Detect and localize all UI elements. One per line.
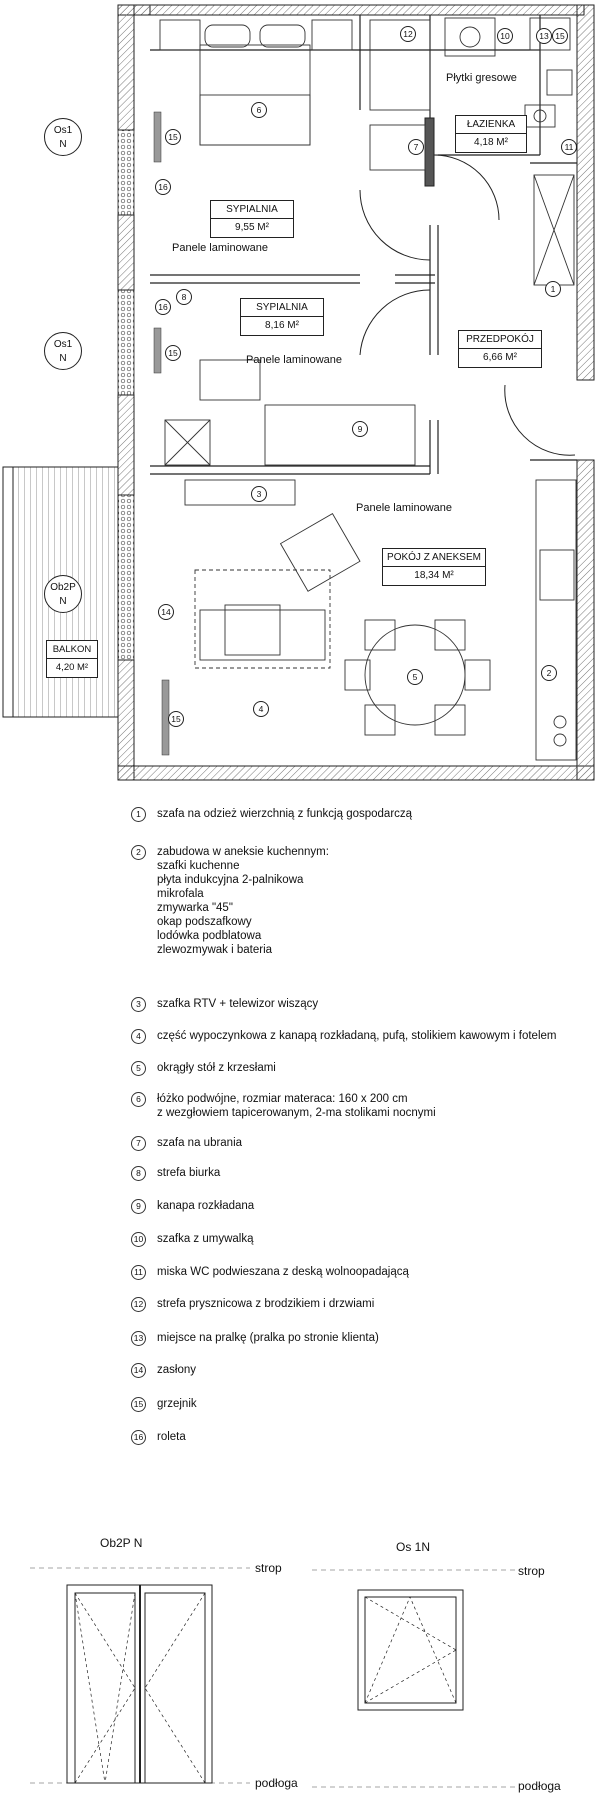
room-label-sypialnia-1 [210, 200, 294, 238]
legend-line: strefa biurka [157, 1167, 221, 1179]
legend-line: roleta [157, 1431, 186, 1443]
legend-number: 8 [131, 1166, 146, 1181]
plan-marker-4: 4 [253, 701, 269, 717]
floor-label-panele-3: Panele laminowane [356, 502, 453, 514]
legend-line: strefa prysznicowa z brodzikiem i drzwiami [157, 1298, 375, 1310]
plan-marker-3: 3 [251, 486, 267, 502]
legend-number: 7 [131, 1136, 146, 1151]
room-name: SYPIALNIA [241, 299, 323, 317]
legend-line: grzejnik [157, 1398, 197, 1410]
legend-number: 16 [131, 1430, 146, 1445]
legend-text [157, 1363, 196, 1377]
legend-line: kanapa rozkładana [157, 1200, 255, 1212]
legend-text [157, 1397, 197, 1411]
plan-marker-13: 13 [536, 28, 552, 44]
room-label-sypialnia-2 [240, 298, 324, 336]
window-sub: N [59, 353, 67, 364]
legend-text [157, 1199, 254, 1213]
legend-line: zlewozmywak i bateria [157, 944, 273, 956]
ob2p-elevation [67, 1585, 212, 1783]
legend-line: szafa na ubrania [157, 1137, 243, 1149]
plan-marker-6: 6 [251, 102, 267, 118]
plan-marker-5: 5 [407, 669, 423, 685]
legend-line: mikrofala [157, 888, 204, 900]
legend-line: z wezgłowiem tapicerowanym, 2-ma stolikami nocnymi [157, 1107, 436, 1119]
legend-number: 10 [131, 1232, 146, 1247]
legend-number: 12 [131, 1297, 146, 1312]
room-area: 4,20 M² [55, 662, 89, 673]
plan-marker-7: 7 [408, 139, 424, 155]
legend-line: zabudowa w aneksie kuchennym: [157, 846, 329, 858]
elevation-bottom-ob2p: podłoga [255, 1776, 298, 1790]
plan-marker-15: 15 [552, 28, 568, 44]
legend-text [157, 1092, 436, 1120]
legend-line: okap podszafkowy [157, 916, 252, 928]
window-tag-os1-a [44, 118, 82, 156]
legend-line: miska WC podwieszana z deską wolnoopadającą [157, 1266, 409, 1278]
room-area: 6,66 M² [483, 352, 517, 363]
plan-marker-9: 9 [352, 421, 368, 437]
legend-text [157, 845, 329, 957]
plan-marker-11: 11 [561, 139, 577, 155]
floor-label-panele-1: Panele laminowane [172, 242, 269, 254]
legend-text [157, 1297, 374, 1311]
window-code: Os1 [53, 339, 73, 350]
legend-text [157, 1136, 242, 1150]
plan-marker-8: 8 [176, 289, 192, 305]
legend-number: 2 [131, 845, 146, 860]
window-frames [118, 130, 134, 660]
window-code: Ob2P [50, 582, 76, 593]
room-name: BALKON [47, 641, 97, 659]
legend-line: płyta indukcyjna 2-palnikowa [157, 874, 304, 886]
legend-text [157, 1029, 556, 1043]
legend-number: 1 [131, 807, 146, 822]
plan-marker-12: 12 [400, 26, 416, 42]
legend-number: 5 [131, 1061, 146, 1076]
plan-marker-10: 10 [497, 28, 513, 44]
elevation-top-os1: strop [518, 1564, 545, 1578]
window-sub: N [59, 139, 67, 150]
plan-marker-16: 16 [155, 299, 171, 315]
room-area: 4,18 M² [474, 137, 508, 148]
window-sub: N [59, 596, 67, 607]
bathroom-wall-strip [425, 118, 434, 186]
room-name: ŁAZIENKA [456, 116, 526, 134]
legend-line: szafka z umywalką [157, 1233, 254, 1245]
legend-text [157, 1061, 276, 1075]
legend-text [157, 997, 318, 1011]
legend-line: zmywarka "45" [157, 902, 233, 914]
legend-line: okrągły stół z krzesłami [157, 1062, 276, 1074]
legend-number: 11 [131, 1265, 146, 1280]
legend-line: szafki kuchenne [157, 860, 240, 872]
room-label-pokoj [382, 548, 486, 586]
legend-line: szafa na odzież wierzchnią z funkcją gospodarczą [157, 808, 413, 820]
room-name: POKÓJ Z ANEKSEM [383, 549, 485, 567]
legend-line: lodówka podblatowa [157, 930, 262, 942]
plan-marker-15: 15 [165, 345, 181, 361]
legend-line: miejsce na pralkę (pralka po stronie klienta) [157, 1332, 379, 1344]
room-label-lazienka [455, 115, 527, 153]
window-elevations [0, 1555, 600, 1795]
room-label-przedpokoj [458, 330, 542, 368]
legend-line: łóżko podwójne, rozmiar materaca: 160 x 200 cm [157, 1093, 408, 1105]
legend-text [157, 1265, 409, 1279]
plan-marker-15: 15 [168, 711, 184, 727]
legend-number: 6 [131, 1092, 146, 1107]
plan-marker-16: 16 [155, 179, 171, 195]
window-tag-os1-b [44, 332, 82, 370]
window-tag-ob2p [44, 575, 82, 613]
os1-elevation [358, 1590, 463, 1710]
legend-line: szafka RTV + telewizor wiszący [157, 998, 319, 1010]
room-area: 18,34 M² [414, 570, 454, 581]
legend-text [157, 807, 412, 821]
room-area: 9,55 M² [235, 222, 269, 233]
radiators [154, 112, 169, 755]
plan-marker-14: 14 [158, 604, 174, 620]
legend-number: 13 [131, 1331, 146, 1346]
room-label-balkon [46, 640, 98, 678]
elevation-bottom-os1: podłoga [518, 1779, 561, 1793]
elevation-top-ob2p: strop [255, 1561, 282, 1575]
plan-marker-2: 2 [541, 665, 557, 681]
floor-label-plytki: Płytki gresowe [446, 72, 517, 84]
legend-text [157, 1331, 379, 1345]
room-name: SYPIALNIA [211, 201, 293, 219]
elevation-title-os1: Os 1N [396, 1540, 431, 1554]
legend-number: 9 [131, 1199, 146, 1214]
legend-line: część wypoczynkowa z kanapą rozkładaną, pufą, stolikiem kawowym i fotelem [157, 1030, 557, 1042]
legend-text [157, 1166, 220, 1180]
plan-marker-1: 1 [545, 281, 561, 297]
floor-label-panele-2: Panele laminowane [246, 354, 343, 366]
window-code: Os1 [53, 125, 73, 136]
legend-text [157, 1430, 186, 1444]
legend-number: 15 [131, 1397, 146, 1412]
legend-line: zasłony [157, 1364, 196, 1376]
plan-marker-15: 15 [165, 129, 181, 145]
legend-number: 3 [131, 997, 146, 1012]
room-area: 8,16 M² [265, 320, 299, 331]
legend-number: 14 [131, 1363, 146, 1378]
legend-number: 4 [131, 1029, 146, 1044]
room-name: PRZEDPOKÓJ [459, 331, 541, 349]
elevation-title-ob2p: Ob2P N [100, 1536, 143, 1550]
legend-text [157, 1232, 254, 1246]
